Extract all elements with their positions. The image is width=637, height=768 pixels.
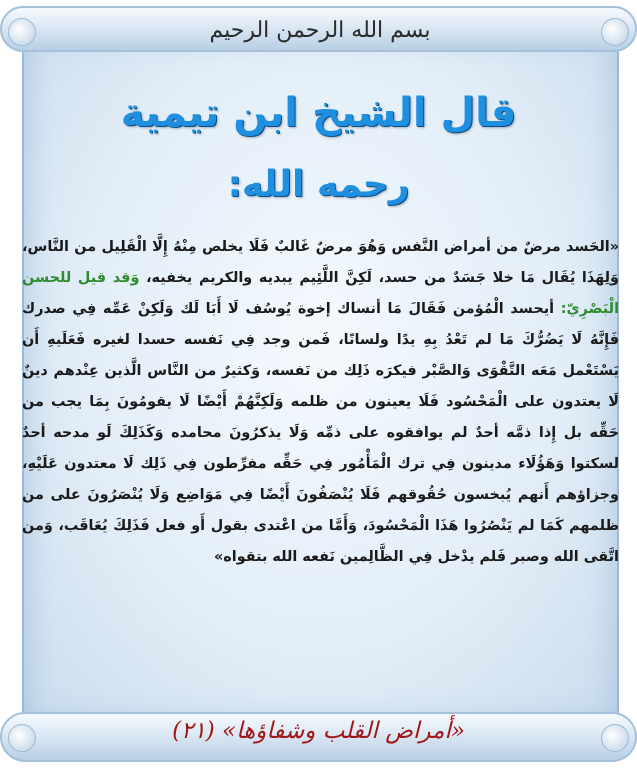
basmala-calligraphy: بسم الله الرحمن الرحيم — [209, 18, 431, 43]
quote-highlight: وَقد قيل للحسن الْبَصْرِيّ: — [22, 270, 620, 317]
quote-body — [22, 232, 619, 573]
quote-part-1: «الحَسد مرضٌ من أمراض النَّفس وَهُوَ مرضٌ غَالبٌ فَلَا يخلص مِنْهُ إِلَّا الْقَلِيل من النَّاس، وَلِهَذَا يُقَال مَا خلا جَسَدٌ من حسد، لَكِنَّ اللَّئِيم يبديه والكريم يخفيه، — [22, 239, 619, 286]
quote-part-2: أيحسد الْمُؤمن فَقَالَ مَا أنساك إخوة يُوسُف لَا أَبَا لَك وَلَكِنْ عَمِّه فِي صدرك فَإِنَّهُ لَا يَضُرُّكَ مَا لم تَعْدُ بِهِ يدًا ولسانًا، فَمن وجد فِي نَفسه حسدا لغيره فَعَلَيهِ أَن يَسْتَعْمل مَعَه التَّقْوَى وَالصَّبْر فيكرَه ذَلِك من نَفسه، وَكثيرٌ من النَّاس الَّذين عِنْدهم دينٌ لَا يعتدون على الْمَحْسُود فَلَا يعينون من ظلمه وَلَكِنَّهُمْ أَيْضًا لَا يقومُونَ بِمَا يجب من حَقِّه بل إِذا ذمَّه أحدٌ لم يوافقوه على ذمِّه وَلَا يذكرُونَ محامده وَكَذَلِكَ لَو مدحه أحدٌ لسكتوا وَهَؤُلَاء مدينون فِي ترك الْمَأْمُور فِي حَقِّه مفرِّطون فِي ذَلِك لَا معتدون عَلَيْهِ، وجزاؤهم أَنهم يُبخسون حُقُوقهم فَلَا يُنْصَفُونَ أَيْضًا فِي مَوَاضِع وَلَا يُنْصَرُونَ على من ظلمهم كَمَا لم يَنْصُرُوا هَذَا الْمَحْسُودَ، وَأَمَّا من اعْتدى بقول أَو فعل فَذَلِكَ يُعَاقَب، وَمن اتَّقى الله وصبر فَلم يدْخل فِي الظَّالِمين نَفعه الله بتقواه» — [22, 301, 619, 565]
roll-end-right-top — [601, 18, 629, 46]
source-citation: «أمراض القلب وشفاؤها» (٢١) — [172, 718, 465, 744]
title-line-2: رحمه الله: — [227, 164, 410, 205]
roll-end-left-top — [8, 18, 36, 46]
roll-end-left-bottom — [8, 724, 36, 752]
roll-end-right-bottom — [601, 724, 629, 752]
title-line-1: قال الشيخ ابن تيمية — [120, 90, 517, 136]
